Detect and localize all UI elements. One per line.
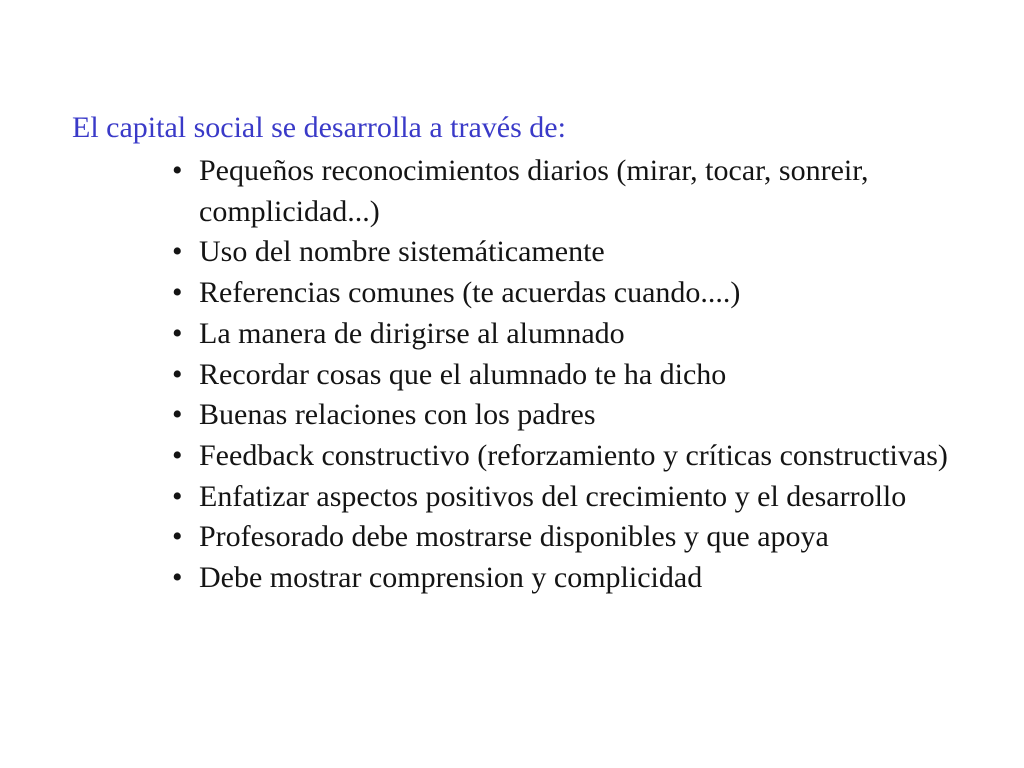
list-item: [172, 151, 972, 232]
list-item: [172, 395, 972, 436]
list-item-text: Debe mostrar comprension y complicidad: [199, 561, 703, 595]
list-item-text: Enfatizar aspectos positivos del crecimiento y el desarrollo: [199, 479, 907, 513]
list-item: [172, 355, 972, 396]
list-item: [172, 517, 972, 558]
bullet-icon: •: [172, 479, 183, 513]
bullet-icon: •: [172, 520, 183, 554]
list-item-text: Uso del nombre sistemáticamente: [199, 235, 605, 269]
list-item-text: Feedback constructivo (reforzamiento y críticas constructivas): [199, 438, 948, 472]
bullet-icon: •: [172, 561, 183, 595]
list-item-text: La manera de dirigirse al alumnado: [199, 316, 625, 350]
bullet-icon: •: [172, 357, 183, 391]
bullet-icon: •: [172, 316, 183, 350]
bullet-icon: •: [172, 154, 183, 187]
list-item-text: Recordar cosas que el alumnado te ha dicho: [199, 357, 727, 391]
bullet-icon: •: [172, 438, 183, 472]
slide-heading: El capital social se desarrolla a través de:: [72, 111, 566, 144]
list-item: [172, 477, 972, 518]
list-item: [172, 232, 972, 273]
list-item: [172, 314, 972, 355]
bullet-icon: •: [172, 276, 183, 310]
bullet-icon: •: [172, 235, 183, 269]
list-item: [172, 273, 972, 314]
bullet-icon: •: [172, 398, 183, 432]
bullet-list: [172, 151, 972, 599]
list-item-text: Buenas relaciones con los padres: [199, 398, 596, 432]
list-item: [172, 436, 972, 477]
list-item: [172, 558, 972, 599]
list-item-text: Pequeños reconocimientos diarios (mirar, tocar, sonreir, complicidad...): [199, 154, 869, 228]
list-item-text: Referencias comunes (te acuerdas cuando....): [199, 276, 741, 310]
list-item-text: Profesorado debe mostrarse disponibles y que apoya: [199, 520, 829, 554]
